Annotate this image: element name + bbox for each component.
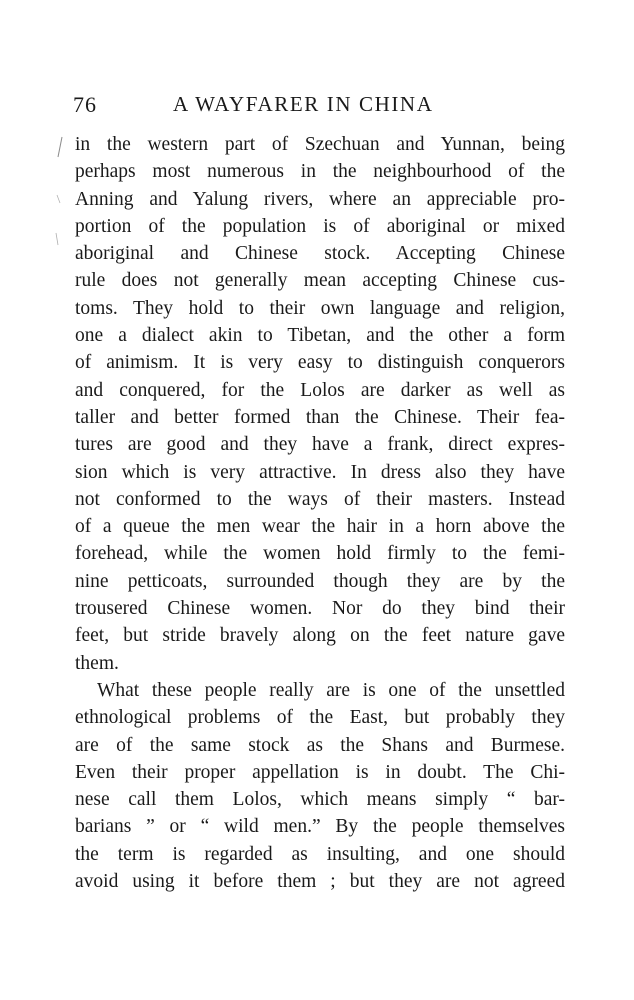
text-line: forehead, while the women hold firmly to the femi- <box>75 543 565 565</box>
text-line: portion of the population is of aboriginal or mixed <box>75 215 565 237</box>
running-head: A WAYFARER IN CHINA <box>173 92 434 116</box>
paragraph-2 <box>75 677 565 895</box>
text-line: of animism. It is very easy to distinguish conquerors <box>75 352 565 374</box>
text-line: Anning and Yalung rivers, where an appreciable pro- <box>75 188 565 210</box>
text-line: not conformed to the ways of their masters. Instead <box>75 488 565 510</box>
paragraph-1 <box>75 131 565 677</box>
text-line: the term is regarded as insulting, and one should <box>75 843 565 865</box>
text-line: aboriginal and Chinese stock. Accepting Chinese <box>75 243 565 265</box>
text-line: barians ” or “ wild men.” By the people themselves <box>75 816 565 838</box>
text-line: What these people really are is one of the unsettled <box>97 679 565 701</box>
text-line: and conquered, for the Lolos are darker as well as <box>75 379 565 401</box>
text-line: ethnological problems of the East, but probably they <box>75 707 565 729</box>
text-line: them. <box>75 652 119 674</box>
text-line: toms. They hold to their own language and religion, <box>75 297 565 319</box>
text-line: in the western part of Szechuan and Yunnan, being <box>75 134 565 155</box>
page-header <box>73 92 567 122</box>
text-line: nine petticoats, surrounded though they are by the <box>75 570 565 592</box>
text-line: tures are good and they have a frank, direct expres- <box>75 434 565 456</box>
text-line: nese call them Lolos, which means simply “ bar- <box>75 789 565 811</box>
margin-pencil-mark <box>52 135 72 255</box>
text-line: avoid using it before them ; but they are not agreed <box>75 871 565 893</box>
text-line: taller and better formed than the Chinese. Their fea- <box>75 406 565 428</box>
text-line: one a dialect akin to Tibetan, and the other a form <box>75 325 565 347</box>
body-text <box>75 131 565 895</box>
text-line: perhaps most numerous in the neighbourhood of the <box>75 161 565 183</box>
page-number: 76 <box>73 92 97 117</box>
text-line: trousered Chinese women. Nor do they bind their <box>75 598 565 620</box>
text-line: of a queue the men wear the hair in a horn above the <box>75 516 565 538</box>
text-line: Even their proper appellation is in doubt. The Chi- <box>75 761 565 783</box>
text-line: are of the same stock as the Shans and Burmese. <box>75 734 565 756</box>
text-line: rule does not generally mean accepting Chinese cus- <box>75 270 565 292</box>
text-line: sion which is very attractive. In dress also they have <box>75 461 565 483</box>
text-line: feet, but stride bravely along on the feet nature gave <box>75 625 565 647</box>
